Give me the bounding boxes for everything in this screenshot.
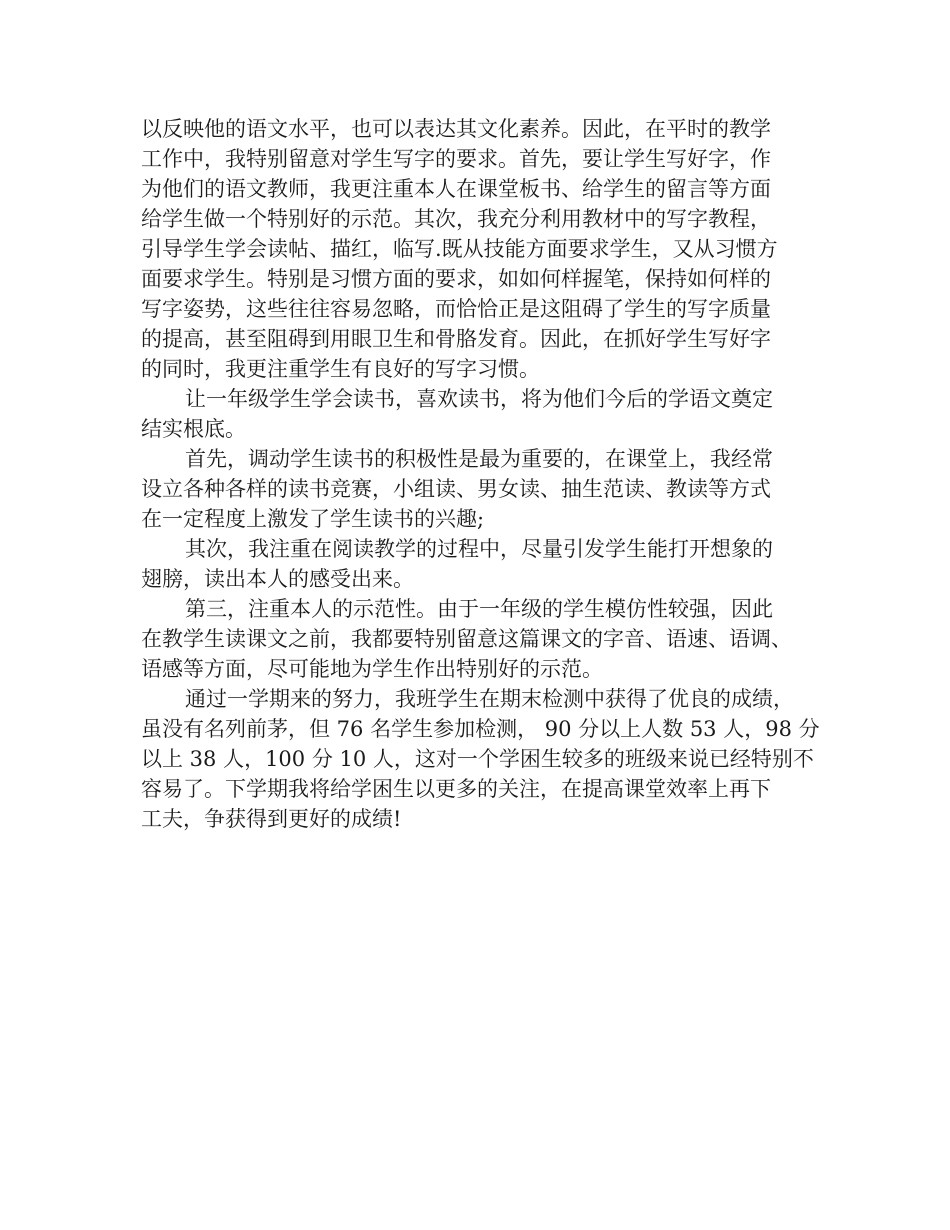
text-line: 为他们的语文教师，我更注重本人在课堂板书、给学生的留言等方面 <box>141 177 771 201</box>
text-line: 给学生做一个特别好的示范。其次，我充分利用教材中的写字教程， <box>141 207 771 231</box>
text-line: 以上 38 人，100 分 10 人，这对一个学困生较多的班级来说已经特别不 <box>141 747 814 771</box>
paragraph-5 <box>141 594 831 684</box>
text-line: 工夫，争获得到更好的成绩! <box>141 807 402 831</box>
text-line: 在一定程度上激发了学生读书的兴趣; <box>141 507 485 531</box>
text-line: 容易了。下学期我将给学困生以更多的关注，在提高课堂效率上再下 <box>141 777 771 801</box>
paragraph-4 <box>141 534 831 594</box>
text-line: 的提高，甚至阻碍到用眼卫生和骨胳发育。因此，在抓好学生写好字 <box>141 327 771 351</box>
paragraph-3 <box>141 444 831 534</box>
text-line: 第三，注重本人的示范性。由于一年级的学生模仿性较强，因此 <box>185 597 773 621</box>
text-line: 虽没有名列前茅，但 76 名学生参加检测， 90 分以上人数 53 人，98 分 <box>141 717 820 741</box>
paragraph-6 <box>141 684 831 834</box>
text-line: 的同时，我更注重学生有良好的写字习惯。 <box>141 357 540 381</box>
paragraph-2 <box>141 384 831 444</box>
text-line: 写字姿势，这些往往容易忽略，而恰恰正是这阻碍了学生的写字质量 <box>141 297 771 321</box>
text-line: 通过一学期来的努力，我班学生在期末检测中获得了优良的成绩， <box>185 687 794 711</box>
text-line: 引导学生学会读帖、描红，临写.既从技能方面要求学生，又从习惯方 <box>141 237 778 261</box>
text-line: 其次，我注重在阅读教学的过程中，尽量引发学生能打开想象的 <box>185 537 773 561</box>
text-line: 让一年级学生学会读书，喜欢读书，将为他们今后的学语文奠定 <box>185 387 773 411</box>
paragraph-1 <box>141 114 831 384</box>
text-line: 工作中，我特别留意对学生写字的要求。首先，要让学生写好字，作 <box>141 147 771 171</box>
text-line: 结实根底。 <box>141 417 246 441</box>
text-line: 语感等方面，尽可能地为学生作出特别好的示范。 <box>141 657 603 681</box>
text-line: 设立各种各样的读书竞赛，小组读、男女读、抽生范读、教读等方式 <box>141 477 771 501</box>
text-line: 在教学生读课文之前，我都要特别留意这篇课文的字音、语速、语调、 <box>141 627 792 651</box>
text-line: 首先，调动学生读书的积极性是最为重要的，在课堂上，我经常 <box>185 447 773 471</box>
text-line: 面要求学生。特别是习惯方面的要求，如如何样握笔，保持如何样的 <box>141 267 771 291</box>
text-line: 以反映他的语文水平，也可以表达其文化素养。因此，在平时的教学 <box>141 117 771 141</box>
document-body <box>141 114 831 834</box>
text-line: 翅膀，读出本人的感受出来。 <box>141 567 414 591</box>
